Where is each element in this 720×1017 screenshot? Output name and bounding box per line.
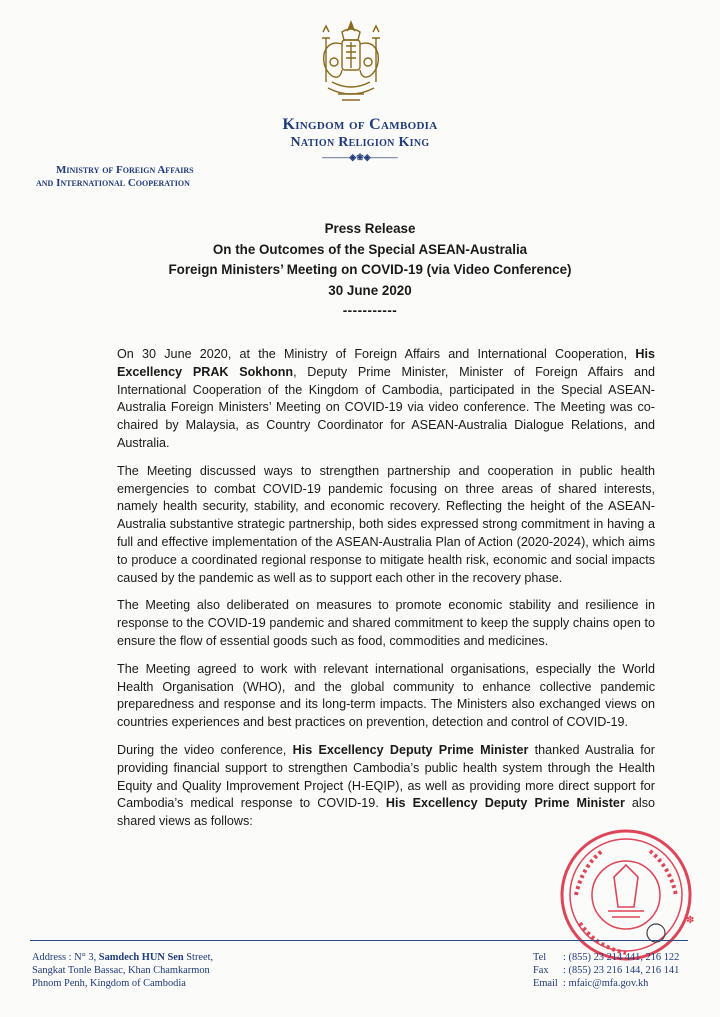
address-suffix: Street, <box>186 952 214 963</box>
footer-address <box>32 951 213 991</box>
p5-bold-1: His Excellency Deputy Prime Minister <box>292 742 529 757</box>
ornament-divider: ———◈❀◈——— <box>322 152 398 162</box>
heading-separator: ----------- <box>342 303 398 318</box>
email-row <box>533 977 679 990</box>
letterhead-kingdom <box>230 116 490 163</box>
heading-line-1: Press Release <box>324 221 416 236</box>
fax-value: : (855) 23 216 144, 216 141 <box>563 965 680 977</box>
press-release-heading <box>90 219 650 322</box>
official-seal-stamp-icon <box>536 815 714 965</box>
paragraph-2: The Meeting discussed ways to strengthen partnership and cooperation in public health emergencies to combat COVID-19 pandemic focusing on three areas of shared interests, namely health security, stability, and economic recovery. Reflecting the height of the ASEAN-Australia substantive strategic partnership, both sides expressed strong commitment in having a full and effective implementation of the ASEAN-Australia Plan of Action (2020-2024), which aims to produce a coordinated regional response to mitigate health risk, economic and social impacts caused by the pandemic as well as to support each other in the recovery phase. <box>117 463 655 585</box>
heading-date: 30 June 2020 <box>328 282 412 298</box>
ministry-line-2: and International Cooperation <box>36 177 190 189</box>
national-motto: Nation Religion King <box>290 135 430 150</box>
paragraph-3: The Meeting also deliberated on measures to promote economic stability and resilience in response to the COVID-19 pandemic and shared commitment to keep the supply chains open to ensure the flow of essential goods such as food, commodities and medicines. <box>117 598 655 648</box>
footer-divider <box>30 940 688 941</box>
ministry-name <box>36 164 194 190</box>
p1-text-after: , Deputy Prime Minister, Minister of Foreign Affairs and International Cooperation of the Kingdom of Cambodia, participated in the Special ASEAN-Australia Foreign Ministers’ Meeting on COVID-19 via video conference. The Meeting was co-chaired by Malaysia, as Country Coordinator for ASEAN-Australia Dialogue Relations, and Australia. <box>117 364 655 450</box>
tel-label: Tel <box>533 952 547 963</box>
tel-value: : (855) 23 214 441, 216 122 <box>563 952 680 963</box>
p5-bold-2: His Excellency Deputy Prime Minister <box>385 796 625 811</box>
heading-line-3: Foreign Ministers’ Meeting on COVID-19 (via Video Conference) <box>168 262 572 277</box>
address-line-3: Phnom Penh, Kingdom of Cambodia <box>32 978 186 990</box>
ministry-line-1: Ministry of Foreign Affairs <box>56 164 194 176</box>
address-line-1 <box>32 951 213 964</box>
tel-row <box>533 951 679 964</box>
p5-text-middle: thanked Australia for providing financial support to strengthen Cambodia’s public health system through the Health Equity and Quality Improvement Project (H-EQIP), as well as providing more direct support for Cambodia’s medical response to COVID-19. <box>117 742 656 811</box>
address-prefix: Address : N° 3, <box>32 952 97 963</box>
paragraph-1 <box>117 346 655 453</box>
p1-bold-name: His Excellency PRAK Sokhonn <box>117 347 656 379</box>
fax-row <box>533 964 679 977</box>
address-line-2: Sangkat Tonle Bassac, Khan Chamkarmon <box>32 965 210 977</box>
p5-text-before: During the video conference, <box>117 742 287 757</box>
svg-text:✽: ✽ <box>686 915 695 926</box>
address-street-name: Samdech HUN Sen <box>98 952 184 963</box>
kingdom-title: Kingdom of Cambodia <box>282 116 438 133</box>
heading-line-2: On the Outcomes of the Special ASEAN-Australia <box>212 241 528 257</box>
royal-arms-emblem-icon <box>312 18 390 106</box>
press-release-body <box>117 346 655 841</box>
email-label: Email <box>533 978 558 990</box>
p1-text-before: On 30 June 2020, at the Ministry of Foreign Affairs and International Cooperation, <box>117 347 628 361</box>
email-value: : mfaic@mfa.gov.kh <box>563 978 649 990</box>
fax-label: Fax <box>533 965 549 977</box>
paragraph-4: The Meeting agreed to work with relevant international organisations, especially the World Health Organisation (WHO), and the global community to enhance collective pandemic preparedness and response and its long-term impacts. The Ministers also exchanged views on countries experiences and best practices on prevention, detection and control of COVID-19. <box>117 661 655 730</box>
footer-contact <box>533 951 679 991</box>
p5-text-after: also shared views as follows: <box>117 796 656 829</box>
